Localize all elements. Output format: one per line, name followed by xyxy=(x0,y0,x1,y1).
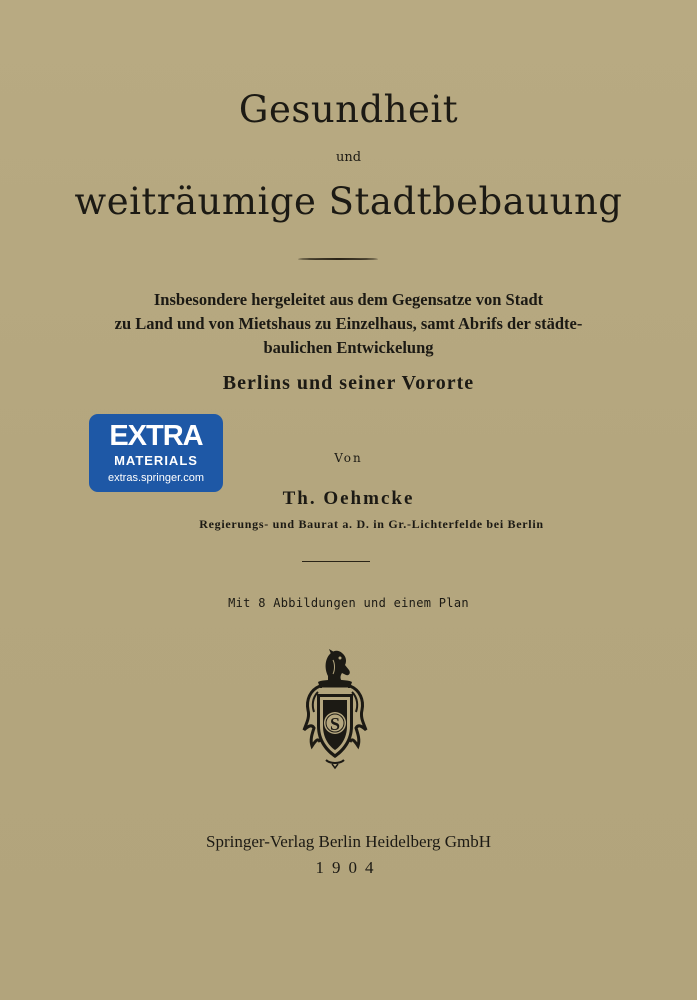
description-line: baulichen Entwickelung xyxy=(263,338,434,357)
description-emphasis: Berlins und seiner Vororte xyxy=(222,372,475,394)
description-line: Insbesondere hergeleitet aus dem Gegensatze von Stadt xyxy=(153,290,544,309)
title-connector: und xyxy=(335,150,362,165)
springer-horse-emblem-icon xyxy=(298,646,372,770)
badge-extra-text: EXTRA xyxy=(109,420,203,452)
author-name: Th. Oehmcke xyxy=(282,488,415,509)
illustrations-note: Mit 8 Abbildungen und einem Plan xyxy=(228,596,469,610)
badge-materials-text: MATERIALS xyxy=(114,453,198,468)
author-affiliation: Regierungs- und Baurat a. D. in Gr.-Lichterfelde bei Berlin xyxy=(199,517,544,531)
divider-rule xyxy=(302,561,370,562)
byline-von: Von xyxy=(334,451,363,465)
publisher-name: Springer-Verlag Berlin Heidelberg GmbH xyxy=(206,832,491,851)
emblem-letter: S xyxy=(329,714,341,734)
description-line: zu Land und von Mietshaus zu Einzelhaus, samt Abrifs der städte- xyxy=(114,314,583,333)
publication-year: 1904 xyxy=(315,858,382,877)
book-title: Gesundheit xyxy=(238,88,459,131)
badge-url-text: extras.springer.com xyxy=(108,472,204,484)
ornamental-rule xyxy=(298,258,378,260)
book-subtitle: weiträumige Stadtbebauung xyxy=(74,180,623,223)
